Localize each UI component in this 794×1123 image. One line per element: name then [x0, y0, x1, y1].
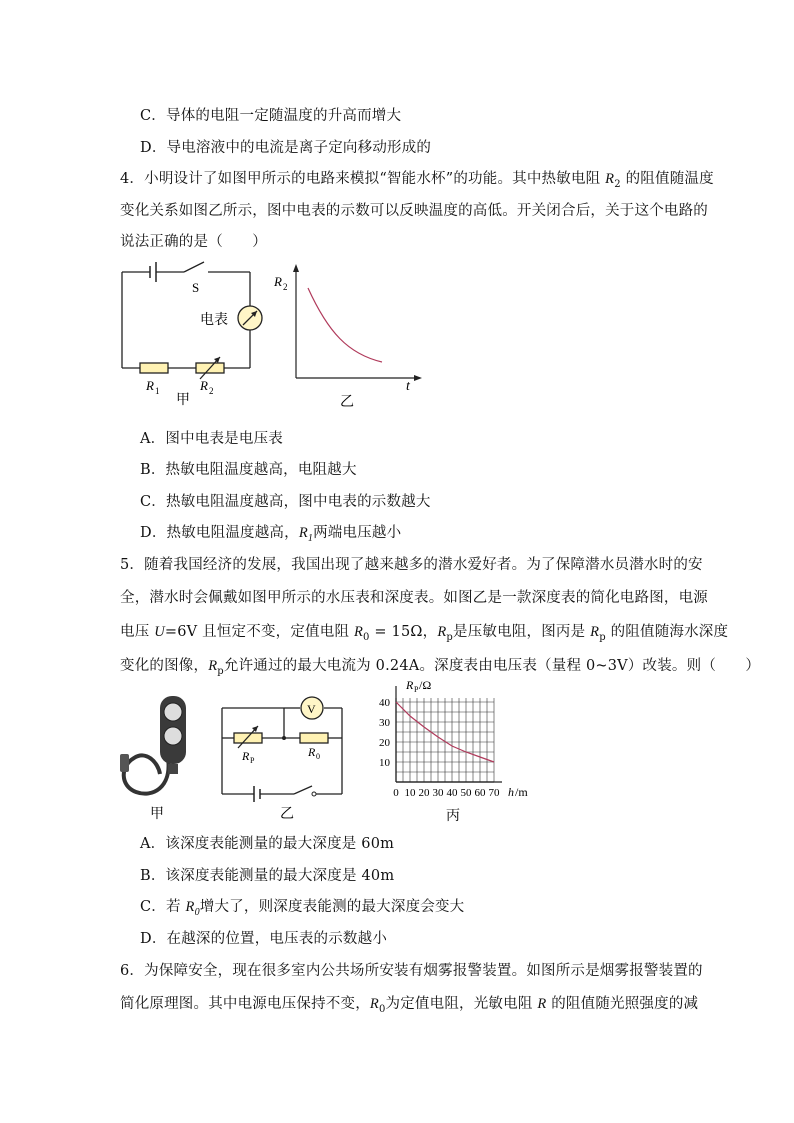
chart-x-tick-label: 30 [432, 787, 444, 799]
q6-stem-line2: 简化原理图。其中电源电压保持不变，$R_0$为定值电阻，光敏电阻 R 的阻值随光照强度的减 [120, 996, 699, 1015]
q5-stem-line4: 变化的图像，$R_p$允许通过的最大电流为 0.24A。深度表由电压表（量程 0~3V）改装。则（ ） [120, 658, 761, 677]
chart-y-tick-label: 30 [379, 717, 390, 729]
q4-graph-figure [268, 262, 428, 412]
q5-stem-line2: 全，潜水时会佩戴如图甲所示的水压表和深度表。如图乙是一款深度表的简化电路图，电源 [120, 590, 708, 606]
q5-rp-sub: P [250, 756, 255, 765]
chart-x-tick-label: 70 [488, 787, 500, 799]
q4-circuit-figure [112, 258, 272, 408]
q4-switch-label: S [192, 280, 200, 295]
q5-voltmeter-label: V [307, 702, 316, 716]
q3-option-c: C．导体的电阻一定随温度的升高而增大 [140, 108, 402, 124]
q4-stem-line3: 说法正确的是（ ） [120, 234, 267, 250]
q4-graph-y-label: R [274, 274, 282, 289]
q5-rp-label: R [242, 749, 250, 763]
q5-option-a: A．该深度表能测量的最大深度是 60m [140, 836, 395, 852]
q4-r2-label: R [200, 378, 208, 393]
chart-y-label-sub: P [414, 685, 419, 694]
q3-option-d: D．导电溶液中的电流是离子定向移动形成的 [140, 140, 432, 156]
chart-y-label: R [406, 678, 414, 692]
q4-fig-yi-caption: 乙 [340, 395, 354, 410]
chart-x-tick-label: 20 [418, 787, 430, 799]
q4-graph-x-label: t [406, 379, 410, 394]
chart-x-tick-label: 10 [404, 787, 416, 799]
q5-stem-line1: 5．随着我国经济的发展，我国出现了越来越多的潜水爱好者。为了保障潜水员潜水时的安 [120, 557, 703, 573]
chart-y-tick-label: 10 [379, 757, 390, 769]
q4-r1-label: R [146, 378, 154, 393]
q4-fig-jia-caption: 甲 [176, 393, 190, 408]
q5-option-c: C．若 $R_0$增大了，则深度表能测的最大深度会变大 [140, 899, 465, 918]
q5-r0-label: R [308, 745, 316, 759]
chart-x-tick-label: 60 [474, 787, 486, 799]
chart-x-label: h [508, 785, 514, 799]
chart-y-tick-label: 40 [379, 697, 390, 709]
q5-fig-bing-caption: 丙 [446, 809, 460, 824]
chart-y-unit: /Ω [419, 678, 432, 692]
q5-fig-jia-caption: 甲 [150, 807, 164, 822]
q5-r0-sub: 0 [316, 752, 320, 761]
q4-r2-curve [308, 288, 382, 362]
q5-circuit-figure [212, 688, 352, 823]
q4-meter-label: 电表 [200, 313, 228, 328]
q5-fig-yi-caption: 乙 [280, 807, 294, 822]
chart-x-tick-label: 40 [446, 787, 458, 799]
q4-stem-line2: 变化关系如图乙所示，图中电表的示数可以反映温度的高低。开关闭合后，关于这个电路的 [120, 203, 708, 219]
q4-stem-line1: 4．小明设计了如图甲所示的电路来模拟“智能水杯”的功能。其中热敏电阻 $R_2$ 的阻值随温度 [120, 171, 714, 190]
q5-stem-line3: 电压 U=6V 且恒定不变，定值电阻 $R_0 = 15\Omega$，$R_p$是压敏电阻，图丙是 $R_p$ 的阻值随海水深度 [120, 624, 729, 643]
q4-graph-y-sub: 2 [283, 282, 288, 292]
chart-x-tick-label: 0 [393, 787, 399, 799]
q4-option-c: C．热敏电阻温度越高，图中电表的示数越大 [140, 494, 431, 510]
q5-rp-depth-chart [368, 672, 548, 827]
q5-depth-gauge-figure [112, 688, 202, 823]
q4-option-b: B．热敏电阻温度越高，电阻越大 [140, 462, 357, 478]
chart-y-tick-label: 20 [379, 737, 390, 749]
chart-x-tick-label: 50 [460, 787, 472, 799]
q4-option-d: D．热敏电阻温度越高，$R_1$两端电压越小 [140, 525, 402, 544]
q4-r2-sub: 2 [209, 386, 214, 396]
q4-option-a: A．图中电表是电压表 [140, 431, 283, 447]
q5-option-d: D．在越深的位置，电压表的示数越小 [140, 931, 388, 947]
chart-x-unit: /m [515, 785, 528, 799]
q6-stem-line1: 6．为保障安全，现在很多室内公共场所安装有烟雾报警装置。如图所示是烟雾报警装置的 [120, 963, 703, 979]
q5-option-b: B．该深度表能测量的最大深度是 40m [140, 868, 395, 884]
q4-r1-sub: 1 [155, 386, 160, 396]
